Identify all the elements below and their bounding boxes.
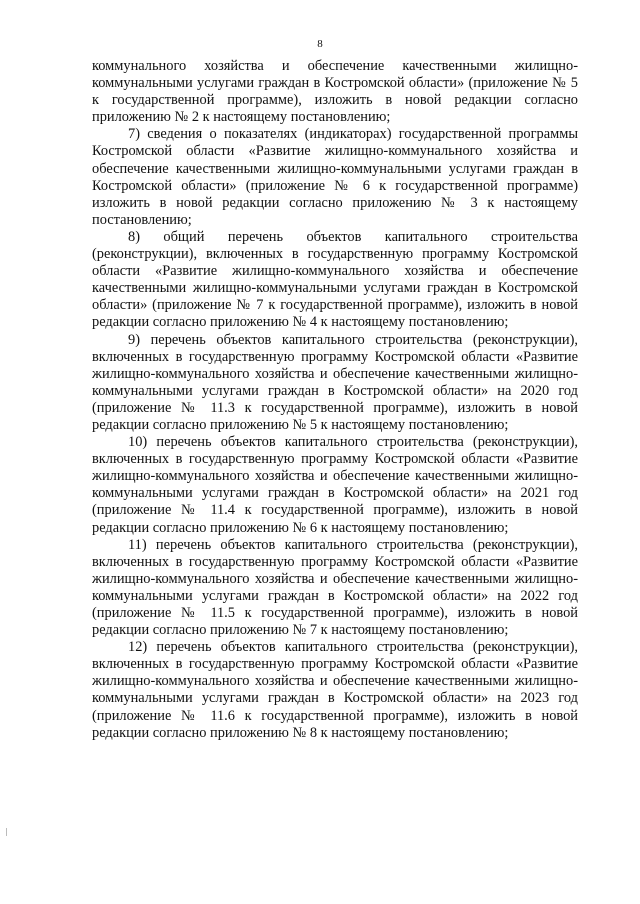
page-number: 8 [317, 38, 323, 50]
scan-margin-mark [6, 828, 7, 836]
paragraph-continuation: коммунального хозяйства и обеспечение качественными жилищно-коммунальными услугами граждан в Костромской области» (приложение № 5 к государственной программе), изложить в новой редакции согласно приложению № 2 к настоящему постановлению; [92, 58, 578, 126]
paragraph-item-9: 9) перечень объектов капитального строительства (реконструкции), включенных в государственную программу Костромской области «Развитие жилищно-коммунального хозяйства и обеспечение качественными жилищно-коммунальными услугами граждан в Костромской области» на 2020 год (приложение № 11.3 к государственной программе), изложить в новой редакции согласно приложению № 5 к настоящему постановлению; [92, 331, 578, 433]
paragraph-item-11: 11) перечень объектов капитального строительства (реконструкции), включенных в государственную программу Костромской области «Развитие жилищно-коммунального хозяйства и обеспечение качественными жилищно-коммунальными услугами граждан в Костромской области» на 2022 год (приложение № 11.5 к государственной программе), изложить в новой редакции согласно приложению № 7 к настоящему постановлению; [92, 536, 578, 639]
document-body [92, 58, 578, 742]
paragraph-item-12: 12) перечень объектов капитального строительства (реконструкции), включенных в государственную программу Костромской области «Развитие жилищно-коммунального хозяйства и обеспечение качественными жилищно-коммунальными услугами граждан в Костромской области» на 2023 год (приложение № 11.6 к государственной программе), изложить в новой редакции согласно приложению № 8 к настоящему постановлению; [92, 639, 578, 741]
paragraph-item-8: 8) общий перечень объектов капитального строительства (реконструкции), включенных в государственную программу Костромской области «Развитие жилищно-коммунального хозяйства и обеспечение качественными жилищно-коммунальными услугами граждан в Костромской области» (приложение № 7 к государственной программе), изложить в новой редакции согласно приложению № 4 к настоящему постановлению; [92, 228, 578, 331]
paragraph-item-10: 10) перечень объектов капитального строительства (реконструкции), включенных в государственную программу Костромской области «Развитие жилищно-коммунального хозяйства и обеспечение качественными жилищно-коммунальными услугами граждан в Костромской области» на 2021 год (приложение № 11.4 к государственной программе), изложить в новой редакции согласно приложению № 6 к настоящему постановлению; [92, 434, 578, 536]
paragraph-item-7: 7) сведения о показателях (индикаторах) государственной программы Костромской области «Развитие жилищно-коммунального хозяйства и обеспечение качественными жилищно-коммунальными услугами граждан в Костромской области» (приложение № 6 к государственной программе) изложить в новой редакции согласно приложению № 3 к настоящему постановлению; [92, 126, 578, 228]
